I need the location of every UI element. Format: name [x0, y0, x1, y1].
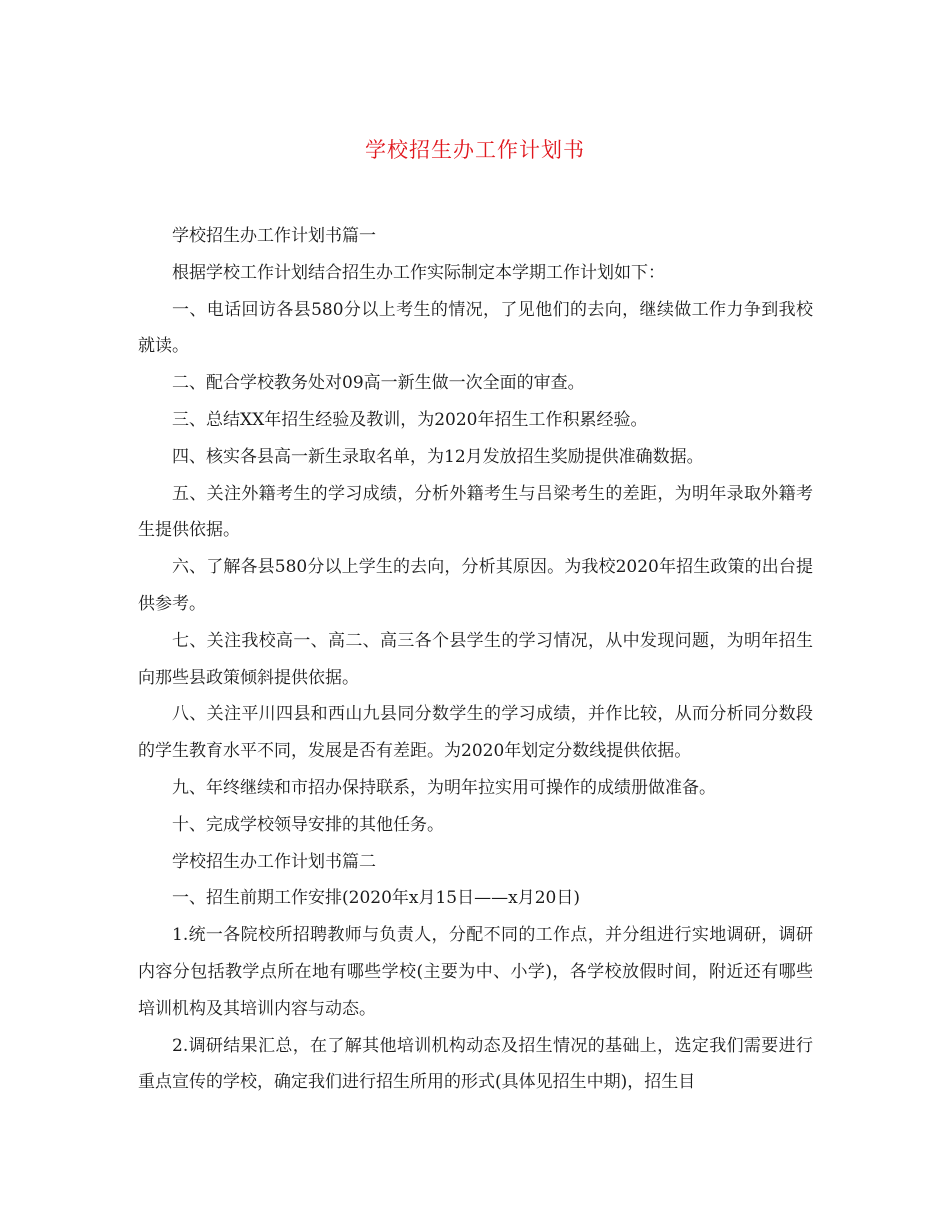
paragraph-step-2: 2.调研结果汇总，在了解其他培训机构动态及招生情况的基础上，选定我们需要进行重点宣传的学校，确定我们进行招生所用的形式(具体见招生中期)，招生目: [138, 1035, 813, 1093]
paragraph-item-5: 五、关注外籍考生的学习成绩，分析外籍考生与吕梁考生的差距，为明年录取外籍考生提供依据。: [138, 483, 813, 541]
paragraph-item-2: 二、配合学校教务处对09高一新生做一次全面的审查。: [172, 373, 585, 394]
paragraph-item-6: 六、了解各县580分以上学生的去向，分析其原因。为我校2020年招生政策的出台提供参考。: [138, 557, 813, 614]
paragraph-intro: 根据学校工作计划结合招生办工作实际制定本学期工作计划如下：: [172, 262, 665, 283]
paragraph-heading-part-2: 学校招生办工作计划书篇二: [172, 851, 376, 872]
paragraph-heading-part-1: 学校招生办工作计划书篇一: [172, 226, 376, 246]
paragraph-item-8: 八、关注平川四县和西山九县同分数学生的学习成绩，并作比较，从而分析同分数段的学生教育水平不同，发展是否有差距。为2020年划定分数线提供依据。: [138, 704, 813, 762]
paragraph-step-1: 1.统一各院校所招聘教师与负责人，分配不同的工作点，并分组进行实地调研，调研内容分包括教学点所在地有哪些学校(主要为中、小学)，各学校放假时间，附近还有哪些培训机构及其培训内容与动态。: [138, 925, 813, 1019]
document-body: [138, 218, 813, 1101]
document-title: 学校招生办工作计划书: [365, 138, 585, 162]
paragraph-item-10: 十、完成学校领导安排的其他任务。: [172, 814, 444, 835]
paragraph-item-1: 一、电话回访各县580分以上考生的情况，了见他们的去向，继续做工作力争到我校就读。: [138, 299, 813, 357]
paragraph-item-7: 七、关注我校高一、高二、高三各个县学生的学习情况，从中发现问题，为明年招生向那些县政策倾斜提供依据。: [138, 630, 813, 688]
paragraph-item-9: 九、年终继续和市招办保持联系，为明年拉实用可操作的成绩册做准备。: [172, 777, 716, 798]
paragraph-item-3: 三、总结XX年招生经验及教训，为2020年招生工作积累经验。: [172, 409, 648, 430]
paragraph-section-1: 一、招生前期工作安排(2020年x月15日——x月20日): [172, 888, 580, 909]
paragraph-item-4: 四、核实各县高一新生录取名单，为12月发放招生奖励提供准确数据。: [172, 446, 704, 467]
